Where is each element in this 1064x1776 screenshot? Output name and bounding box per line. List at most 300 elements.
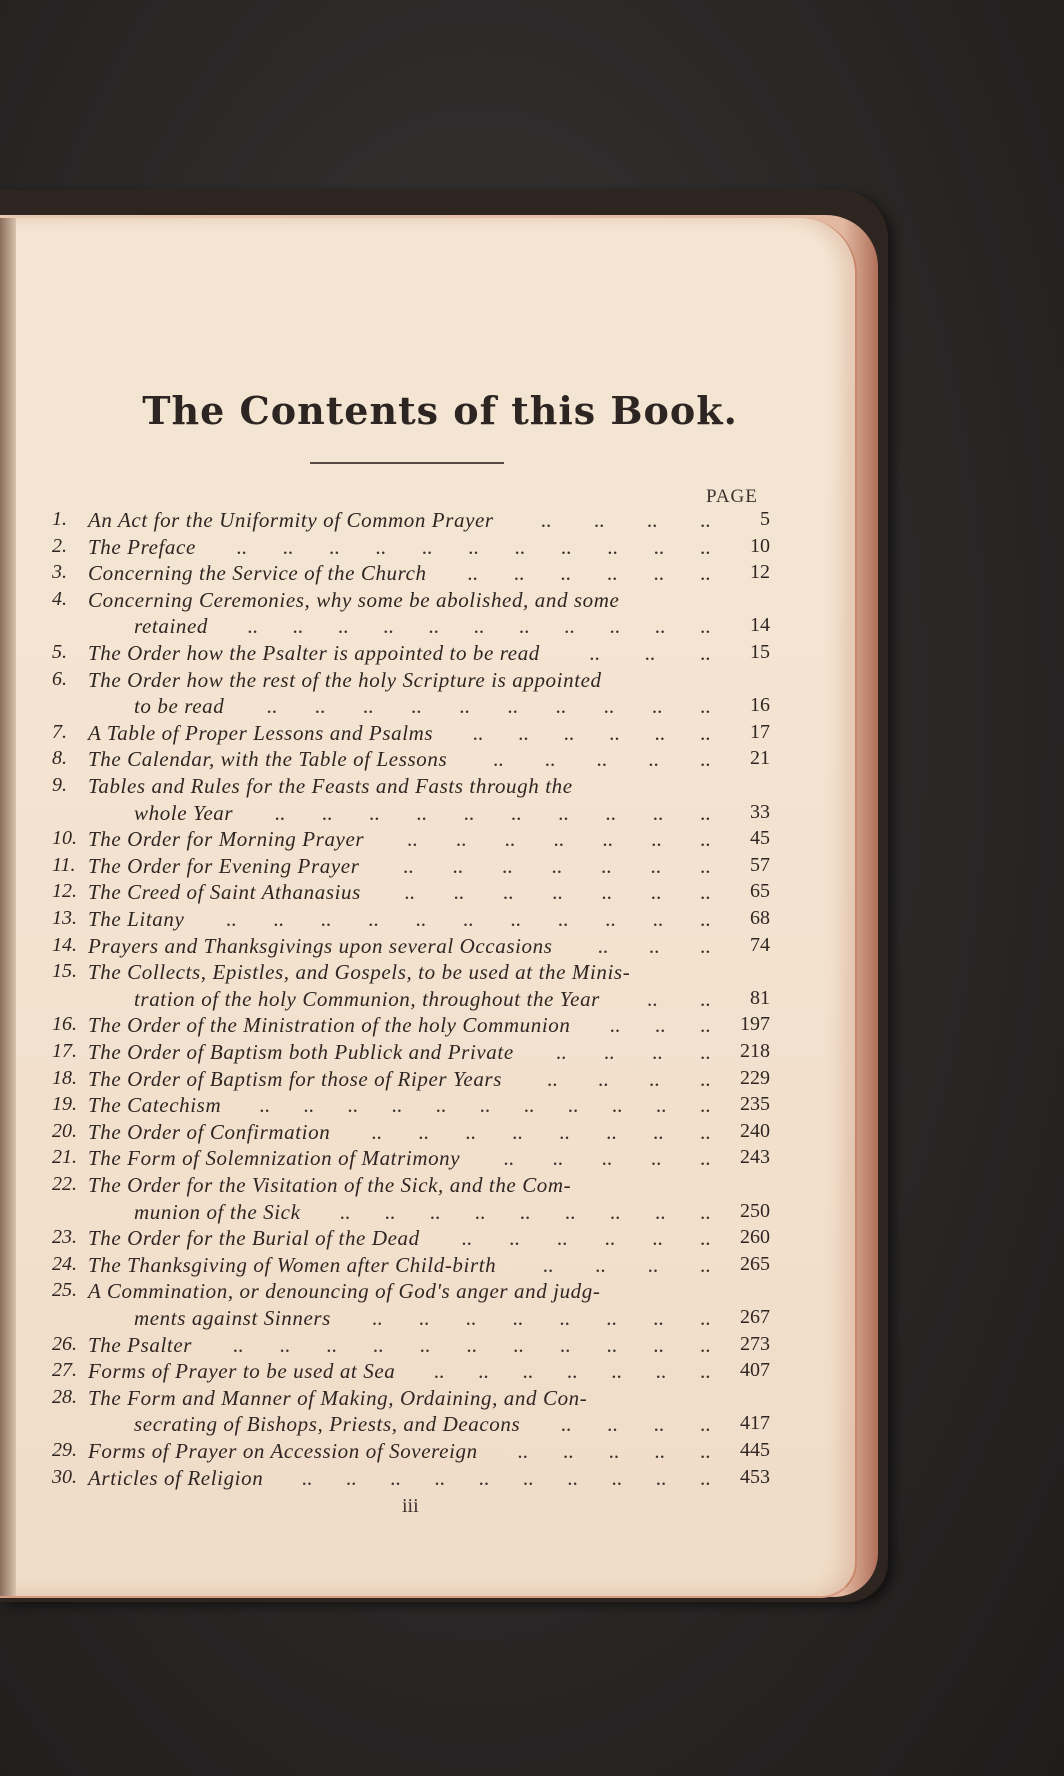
leader-dot: .. — [700, 561, 711, 586]
toc-entry-title: tration of the holy Communion, throughout the Year — [134, 986, 600, 1011]
toc-entry-number: 24. — [52, 1252, 77, 1275]
toc-entry-line — [0, 1040, 1064, 1066]
toc-entry-title: Forms of Prayer on Accession of Sovereign — [88, 1439, 478, 1463]
toc-entry-page: 33 — [750, 800, 770, 823]
leader-dot: .. — [654, 720, 666, 745]
leader-dot: .. — [653, 1412, 665, 1437]
leader-dot: .. — [597, 933, 609, 958]
leader-dot: .. — [563, 1439, 574, 1463]
leader-dot: .. — [372, 1332, 384, 1357]
toc-entry-page: 68 — [750, 907, 770, 929]
toc-entry-title: The Catechism — [88, 1093, 222, 1118]
leader-dot: .. — [418, 1119, 429, 1144]
leader-dot: .. — [648, 933, 660, 958]
leader-dot: .. — [559, 1306, 570, 1330]
leader-dot: .. — [371, 1119, 382, 1144]
leader-dot: .. — [652, 800, 664, 825]
leader-dot: .. — [429, 1199, 441, 1224]
toc-entry-page: 14 — [750, 614, 770, 637]
leader-dot: .. — [593, 508, 605, 532]
leader-dot: .. — [236, 534, 247, 559]
toc-entry-title: Tables and Rules for the Feasts and Fasts through the — [88, 774, 573, 798]
leader-dot: .. — [700, 614, 711, 639]
leader-dot: .. — [700, 1040, 711, 1064]
leader-dot: .. — [595, 1252, 606, 1277]
toc-entry-number: 10. — [52, 827, 77, 850]
page-column-heading: PAGE — [706, 486, 758, 507]
leader-dot: .. — [411, 694, 422, 719]
leader-dot: .. — [600, 853, 612, 878]
leader-dot: .. — [648, 747, 659, 772]
toc-entry-title: The Preface — [88, 534, 196, 559]
toc-entry-line — [0, 1466, 1064, 1492]
leader-dot: .. — [274, 800, 285, 825]
leader-dot: .. — [700, 933, 711, 958]
toc-entry-number: 12. — [52, 880, 77, 903]
leader-dot: .. — [654, 1199, 666, 1224]
toc-entry-line — [0, 1439, 1064, 1465]
toc-entry-title: The Order of Baptism for those of Riper Years — [88, 1066, 502, 1091]
leader-dot: .. — [321, 800, 333, 825]
leader-dot: .. — [564, 614, 575, 639]
leader-dot: .. — [463, 800, 475, 825]
toc-entry-page: 267 — [740, 1306, 770, 1328]
leader-dot: .. — [700, 800, 711, 825]
leader-dot: .. — [314, 694, 326, 719]
leader-dot: .. — [596, 747, 607, 772]
leader-dot: .. — [339, 1199, 351, 1224]
toc-entry-title: The Calendar, with the Table of Lessons — [88, 747, 448, 772]
leader-dot: .. — [474, 1199, 486, 1224]
toc-entry-title: The Form of Solemnization of Matrimony — [88, 1146, 461, 1171]
toc-entry-title: The Form and Manner of Making, Ordaining, and Con- — [88, 1385, 588, 1410]
leader-dot: .. — [518, 720, 529, 745]
toc-entry-number: 15. — [52, 960, 77, 983]
toc-entry-line — [0, 801, 1064, 827]
leader-dot: .. — [605, 800, 616, 825]
toc-entry-page: 15 — [750, 641, 770, 663]
toc-entry-title: Concerning the Service of the Church — [88, 561, 427, 586]
leader-dot: .. — [700, 747, 711, 772]
leader-dot: .. — [700, 1066, 711, 1091]
leader-dot: .. — [523, 1093, 535, 1118]
toc-entry-title: The Litany — [88, 907, 185, 931]
leader-dot: .. — [653, 534, 665, 559]
toc-entry-number: 3. — [52, 561, 67, 584]
leader-dot: .. — [512, 1306, 523, 1330]
toc-entry-line — [0, 1386, 1064, 1412]
leader-dot: .. — [383, 614, 394, 639]
leader-dot: .. — [560, 1412, 572, 1437]
leader-dot: .. — [652, 1226, 663, 1251]
toc-entry-line — [0, 535, 1064, 561]
leader-dot: .. — [558, 800, 569, 825]
leader-dot: .. — [247, 614, 258, 639]
toc-entry-line — [0, 588, 1064, 614]
toc-entry-line — [0, 934, 1064, 960]
toc-entry-title: The Order of Baptism both Publick and Private — [88, 1040, 514, 1064]
leader-dot: .. — [553, 827, 564, 852]
leader-dot: .. — [472, 720, 484, 745]
toc-entry-line — [0, 1120, 1064, 1146]
leader-dot: .. — [559, 1119, 570, 1144]
toc-entry-line — [0, 987, 1064, 1013]
leader-dot: .. — [564, 1199, 576, 1224]
toc-entry-title: A Commination, or denouncing of God's anger and judg- — [88, 1279, 601, 1304]
leader-dot: .. — [433, 1359, 445, 1384]
leader-dot: .. — [407, 827, 418, 852]
leader-dot: .. — [478, 1359, 489, 1384]
toc-entry-line — [0, 1013, 1064, 1039]
leader-dot: .. — [512, 1119, 523, 1144]
toc-entry-number: 13. — [52, 907, 77, 929]
leader-dot: .. — [552, 880, 563, 905]
leader-dot: .. — [650, 853, 661, 878]
leader-dot: .. — [371, 1306, 383, 1330]
toc-entry-number: 19. — [52, 1093, 77, 1116]
leader-dot: .. — [700, 853, 711, 878]
toc-entry-number: 27. — [52, 1359, 77, 1382]
leader-dot: .. — [611, 1359, 622, 1384]
toc-entry-page: 16 — [750, 694, 770, 717]
leader-dot: .. — [419, 1332, 431, 1357]
leader-dot: .. — [646, 508, 658, 532]
leader-dot: .. — [337, 614, 349, 639]
leader-dot: .. — [510, 907, 521, 931]
leader-dot: .. — [303, 1093, 314, 1118]
leader-dot: .. — [301, 1465, 313, 1490]
toc-entry-number: 8. — [52, 747, 67, 770]
toc-entry-line — [0, 614, 1064, 640]
toc-entry-page: 240 — [740, 1119, 770, 1142]
leader-dot: .. — [434, 1465, 445, 1490]
leader-dot: .. — [507, 694, 518, 719]
leader-dot: .. — [652, 907, 664, 931]
leader-dot: .. — [606, 1306, 617, 1330]
page-folio: iii — [402, 1495, 419, 1517]
leader-dot: .. — [421, 534, 433, 559]
leader-dot: .. — [375, 534, 386, 559]
leader-dot: .. — [462, 907, 474, 931]
toc-entry-title: The Order how the Psalter is appointed to be read — [88, 641, 540, 665]
leader-dot: .. — [522, 1465, 534, 1490]
leader-dot: .. — [700, 907, 711, 931]
leader-dot: .. — [653, 1332, 664, 1357]
leader-dot: .. — [700, 986, 711, 1011]
toc-entry-line — [0, 1412, 1064, 1438]
leader-dot: .. — [384, 1199, 396, 1224]
leader-dot: .. — [473, 614, 485, 639]
toc-entry-title: A Table of Proper Lessons and Psalms — [88, 720, 434, 745]
toc-entry-number: 22. — [52, 1173, 77, 1195]
leader-dot: .. — [347, 1093, 358, 1118]
toc-entry-title: An Act for the Uniformity of Common Prayer — [88, 508, 494, 532]
toc-entry-line — [0, 747, 1064, 773]
leader-dot: .. — [560, 561, 571, 586]
leader-dot: .. — [700, 1332, 711, 1357]
toc-entry-page: 81 — [750, 986, 770, 1009]
toc-entry-title: The Order of the Ministration of the holy Communion — [88, 1013, 571, 1038]
leader-dot: .. — [391, 1093, 402, 1118]
leader-dot: .. — [567, 1093, 579, 1118]
toc-entry-line — [0, 827, 1064, 853]
toc-entry-page: 445 — [740, 1439, 770, 1461]
toc-entry-line — [0, 1173, 1064, 1199]
page-title: The Contents of this Book. — [142, 388, 738, 433]
toc-entry-page: 21 — [750, 747, 770, 770]
toc-entry-title: The Thanksgiving of Women after Child-birth — [88, 1252, 497, 1277]
toc-entry-number: 5. — [52, 641, 67, 663]
leader-dot: .. — [452, 853, 463, 878]
toc-entry-title: The Order for Morning Prayer — [88, 827, 365, 852]
leader-dot: .. — [415, 907, 426, 931]
toc-entry-number: 6. — [52, 667, 67, 690]
toc-entry-line — [0, 774, 1064, 800]
leader-dot: .. — [700, 694, 711, 719]
toc-entry-title: The Creed of Saint Athanasius — [88, 880, 361, 905]
leader-dot: .. — [502, 880, 514, 905]
leader-dot: .. — [700, 720, 711, 745]
toc-entry-title: retained — [134, 614, 209, 639]
leader-dot: .. — [609, 1199, 621, 1224]
toc-entry-page: 10 — [750, 534, 770, 557]
toc-entry-line — [0, 1093, 1064, 1119]
toc-entry-title: The Order for Evening Prayer — [88, 853, 360, 878]
leader-dot: .. — [556, 1226, 568, 1251]
leader-dot: .. — [655, 1359, 667, 1384]
toc-entry-page: 250 — [740, 1199, 770, 1222]
leader-dot: .. — [465, 1306, 477, 1330]
toc-entry-page: 417 — [740, 1412, 770, 1435]
toc-entry-number: 25. — [52, 1279, 77, 1302]
leader-dot: .. — [266, 694, 278, 719]
leader-dot: .. — [390, 1465, 401, 1490]
toc-entry-number: 14. — [52, 933, 77, 956]
leader-dot: .. — [522, 1359, 533, 1384]
toc-entry-page: 235 — [740, 1093, 770, 1116]
toc-entry-page: 229 — [740, 1066, 770, 1089]
leader-dot: .. — [611, 1465, 622, 1490]
toc-entry-line — [0, 561, 1064, 587]
toc-entry-number: 23. — [52, 1226, 77, 1249]
leader-dot: .. — [609, 614, 620, 639]
leader-dot: .. — [368, 907, 379, 931]
leader-dot: .. — [609, 1013, 621, 1038]
leader-dot: .. — [700, 1412, 711, 1437]
leader-dot: .. — [279, 1332, 290, 1357]
leader-dot: .. — [320, 907, 332, 931]
leader-dot: .. — [362, 694, 374, 719]
toc-entry-page: 243 — [740, 1146, 770, 1169]
toc-entry-line — [0, 1333, 1064, 1359]
leader-dot: .. — [563, 720, 575, 745]
leader-dot: .. — [542, 1252, 554, 1277]
leader-dot: .. — [428, 614, 439, 639]
toc-entry-title: munion of the Sick — [134, 1199, 301, 1224]
leader-dot: .. — [544, 747, 556, 772]
leader-dot: .. — [653, 1119, 664, 1144]
leader-dot: .. — [654, 614, 666, 639]
leader-dot: .. — [700, 1199, 711, 1224]
leader-dot: .. — [651, 694, 663, 719]
leader-dot: .. — [603, 1040, 615, 1064]
toc-entry-title: Forms of Prayer to be used at Sea — [88, 1359, 396, 1384]
leader-dot: .. — [650, 1146, 662, 1171]
leader-dot: .. — [435, 1093, 447, 1118]
toc-entry-number: 4. — [52, 587, 67, 610]
toc-entry-number: 2. — [52, 534, 67, 557]
leader-dot: .. — [479, 1093, 491, 1118]
leader-dot: .. — [478, 1465, 490, 1490]
toc-entry-number: 1. — [52, 508, 67, 530]
leader-dot: .. — [345, 1465, 357, 1490]
leader-dot: .. — [653, 1306, 664, 1330]
leader-dot: .. — [513, 561, 525, 586]
leader-dot: .. — [225, 907, 237, 931]
leader-dot: .. — [601, 880, 612, 905]
leader-dot: .. — [517, 1439, 528, 1463]
leader-dot: .. — [519, 1199, 531, 1224]
toc-entry-line — [0, 854, 1064, 880]
leader-dot: .. — [418, 1306, 430, 1330]
leader-dot: .. — [606, 1119, 617, 1144]
leader-dot: .. — [606, 1332, 618, 1357]
leader-dot: .. — [700, 1093, 711, 1118]
leader-dot: .. — [557, 907, 569, 931]
toc-entry-title: The Collects, Epistles, and Gospels, to be used at the Minis- — [88, 960, 631, 985]
leader-dot: .. — [653, 561, 664, 586]
leader-dot: .. — [651, 1040, 663, 1064]
toc-entry-title: The Order how the rest of the holy Scripture is appointed — [88, 667, 602, 692]
leader-dot: .. — [647, 1252, 659, 1277]
toc-entry-page: 57 — [750, 853, 770, 876]
toc-entry-page: 12 — [750, 561, 770, 584]
leader-dot: .. — [555, 1040, 567, 1064]
toc-entry-page: 5 — [760, 508, 770, 530]
leader-dot: .. — [566, 1359, 578, 1384]
leader-dot: .. — [467, 561, 478, 586]
leader-dot: .. — [503, 1146, 514, 1171]
leader-dot: .. — [609, 720, 620, 745]
leader-dot: .. — [404, 880, 415, 905]
leader-dot: .. — [700, 641, 711, 665]
leader-dot: .. — [455, 827, 467, 852]
leader-dot: .. — [504, 827, 516, 852]
leader-dot: .. — [608, 1439, 620, 1463]
leader-dot: .. — [601, 1146, 613, 1171]
leader-dot: .. — [513, 1332, 524, 1357]
leader-dot: .. — [552, 1146, 564, 1171]
leader-dot: .. — [700, 1252, 711, 1277]
leader-dot: .. — [461, 1226, 472, 1251]
leader-dot: .. — [514, 534, 525, 559]
leader-dot: .. — [700, 1465, 711, 1490]
toc-entry-title: The Psalter — [88, 1332, 193, 1357]
leader-dot: .. — [607, 534, 618, 559]
leader-dot: .. — [416, 800, 427, 825]
leader-dot: .. — [700, 1013, 711, 1038]
toc-entry-page: 265 — [740, 1252, 770, 1275]
leader-dot: .. — [603, 694, 615, 719]
toc-entry-number: 7. — [52, 720, 67, 743]
toc-entry-number: 29. — [52, 1439, 77, 1461]
leader-dot: .. — [611, 1093, 623, 1118]
toc-entry-line — [0, 1359, 1064, 1385]
toc-entry-line — [0, 1253, 1064, 1279]
leader-dot: .. — [546, 1066, 558, 1091]
toc-entry-title: secrating of Bishops, Priests, and Deacons — [134, 1412, 521, 1437]
leader-dot: .. — [369, 800, 380, 825]
leader-dot: .. — [654, 1013, 666, 1038]
toc-entry-number: 11. — [52, 853, 76, 876]
toc-entry-line — [0, 1279, 1064, 1305]
leader-dot: .. — [606, 561, 618, 586]
leader-dot: .. — [655, 1465, 667, 1490]
leader-dot: .. — [700, 1226, 711, 1251]
leader-dot: .. — [602, 827, 613, 852]
toc-entry-number: 18. — [52, 1066, 77, 1089]
leader-dot: .. — [700, 1359, 711, 1384]
toc-entry-number: 20. — [52, 1119, 77, 1142]
leader-dot: .. — [700, 1439, 711, 1463]
leader-dot: .. — [655, 1093, 667, 1118]
toc-entry-line — [0, 1306, 1064, 1332]
toc-entry-number: 26. — [52, 1332, 77, 1355]
leader-dot: .. — [518, 614, 530, 639]
leader-dot: .. — [453, 880, 465, 905]
leader-dot: .. — [493, 747, 504, 772]
leader-dot: .. — [259, 1093, 270, 1118]
toc-entry-title: ments against Sinners — [134, 1306, 331, 1330]
toc-entry-page: 17 — [750, 720, 770, 743]
leader-dot: .. — [646, 986, 658, 1011]
toc-entry-number: 30. — [52, 1465, 77, 1488]
leader-dot: .. — [700, 534, 711, 559]
toc-entry-title: whole Year — [134, 800, 234, 825]
toc-entry-page: 65 — [750, 880, 770, 903]
toc-entry-line — [0, 960, 1064, 986]
toc-entry-title: The Order for the Visitation of the Sick, and the Com- — [88, 1173, 572, 1197]
toc-entry-page: 407 — [740, 1359, 770, 1382]
toc-entry-number: 17. — [52, 1040, 77, 1062]
toc-entry-page: 218 — [740, 1040, 770, 1062]
leader-dot: .. — [555, 694, 566, 719]
leader-dot: .. — [700, 508, 711, 532]
toc-entry-number: 16. — [52, 1013, 77, 1036]
toc-entry-line — [0, 508, 1064, 534]
leader-dot: .. — [650, 880, 662, 905]
toc-entry-title: Prayers and Thanksgivings upon several Occasions — [88, 933, 553, 958]
toc-entry-number: 28. — [52, 1385, 77, 1408]
leader-dot: .. — [459, 694, 470, 719]
toc-entry-line — [0, 1226, 1064, 1252]
leader-dot: .. — [468, 534, 479, 559]
leader-dot: .. — [559, 1332, 571, 1357]
toc-entry-title: Articles of Religion — [88, 1465, 264, 1490]
leader-dot: .. — [605, 907, 616, 931]
leader-dot: .. — [465, 1119, 476, 1144]
toc-entry-title: The Order for the Burial of the Dead — [88, 1226, 420, 1251]
toc-entry-page: 197 — [740, 1013, 770, 1036]
toc-entry-page: 45 — [750, 827, 770, 850]
leader-dot: .. — [501, 853, 513, 878]
toc-entry-line — [0, 668, 1064, 694]
leader-dot: .. — [651, 827, 662, 852]
toc-entry-line — [0, 907, 1064, 933]
leader-dot: .. — [648, 1066, 660, 1091]
leader-dot: .. — [540, 508, 552, 532]
leader-dot: .. — [700, 880, 711, 905]
